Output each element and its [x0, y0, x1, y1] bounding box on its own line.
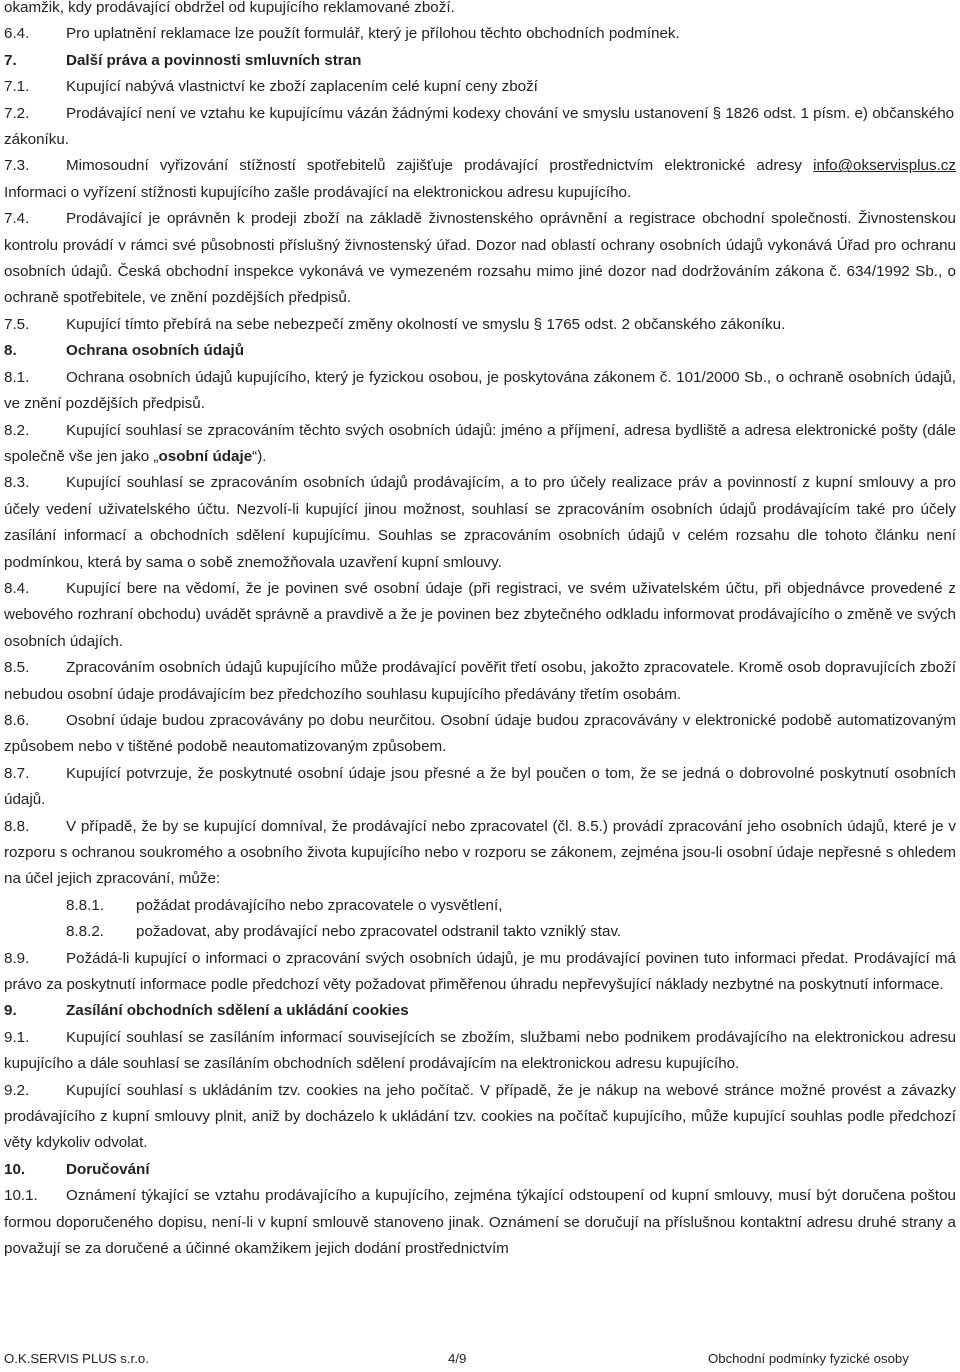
- clause-8-9: [4, 946, 956, 999]
- section-number: 8.: [4, 342, 17, 360]
- clause-number: 8.2.: [4, 421, 30, 439]
- clause-number: 10.1.: [4, 1187, 38, 1205]
- section-7-heading: [4, 48, 956, 74]
- clause-text: Oznámení týkající se vztahu prodávajícího a kupujícího, zejména týkající odstoupení od kupní smlouvy, musí být doručena poštou formou doporučeného dopisu, není-li v kupní smlouvě stanoveno jinak. Oznámení se doručují na příslušnou kontaktní adresu druhé strany a považují se za doručené a účinné okamžikem jejich dodání prostřednictvím: [4, 1187, 956, 1258]
- clause-text: požadovat, aby prodávající nebo zpracovatel odstranil takto vzniklý stav.: [136, 923, 622, 941]
- clause-text: Požádá-li kupující o informaci o zpracování svých osobních údajů, je mu prodávající povinen tuto informaci předat. Prodávající má právo za poskytnutí informace podle předchozí věty požadovat přiměřenou úhradu nepřevyšující náklady nezbytné na poskytnutí informace.: [4, 949, 956, 994]
- clause-text: Prodávající je oprávněn k prodeji zboží na základě živnostenského oprávnění a registrace obchodní společnosti. Živnostenskou kontrolu provádí v rámci své působnosti příslušný živnostenský úřad. Dozor nad oblastí ochrany osobních údajů vykonává Úřad pro ochranu osobních údajů. Česká obchodní inspekce vykonává ve vymezeném rozsahu mimo jiné dozor nad dodržováním zákona č. 634/1992 Sb., o ochraně spotřebitele, ve znění pozdějších předpisů.: [4, 210, 956, 307]
- clause-number: 8.6.: [4, 711, 30, 729]
- clause-number: 8.5.: [4, 659, 30, 677]
- clause-text: Kupující tímto přebírá na sebe nebezpečí změny okolností ve smyslu § 1765 odst. 2 občanského zákoníku.: [66, 315, 786, 333]
- footer-page-number: 4/9: [448, 1351, 467, 1366]
- clause-number: 8.8.: [4, 817, 30, 835]
- clause-number: 8.1.: [4, 368, 30, 386]
- clause-number: 9.2.: [4, 1081, 30, 1099]
- clause-text: Mimosoudní vyřizování stížností spotřebitelů zajišťuje prodávající prostřednictvím elektronické adresy: [66, 157, 803, 175]
- clause-number: 7.4.: [4, 210, 30, 228]
- clause-10-1: [4, 1183, 956, 1262]
- clause-text: Kupující souhlasí se zasíláním informací souvisejících se zbožím, službami nebo podnikem prodávajícího na elektronickou adresu kupujícího a dále souhlasí se zasíláním obchodních sdělení prodávajícím na elektronickou adresu kupujícího.: [4, 1028, 956, 1073]
- clause-text: Ochrana osobních údajů kupujícího, který je fyzickou osobou, je poskytována zákonem č. 101/2000 Sb., o ochraně osobních údajů, ve znění pozdějších předpisů.: [4, 368, 956, 413]
- clause-7-5: [4, 312, 956, 338]
- section-number: 10.: [4, 1160, 26, 1178]
- complaints-email-link[interactable]: info@okservisplus.cz: [813, 157, 956, 175]
- clause-8-7: [4, 761, 956, 814]
- section-number: 7.: [4, 51, 17, 69]
- clause-text-continued: Informaci o vyřízení stížnosti kupujícího zašle prodávající na elektronickou adresu kupujícího.: [4, 183, 632, 201]
- clause-8-1: [4, 365, 956, 418]
- clause-number: 9.1.: [4, 1028, 30, 1046]
- clause-text: požádat prodávajícího nebo zpracovatele o vysvětlení,: [136, 896, 503, 914]
- clause-number: 7.2.: [4, 104, 30, 122]
- footer-company: O.K.SERVIS PLUS s.r.o.: [4, 1351, 149, 1366]
- section-10-heading: [4, 1157, 956, 1183]
- clause-7-3: [4, 153, 956, 206]
- clause-number: 8.4.: [4, 579, 30, 597]
- clause-8-8: [4, 814, 956, 893]
- clause-number: 8.9.: [4, 949, 30, 967]
- document-body: [4, 0, 956, 1263]
- clause-8-5: [4, 655, 956, 708]
- clause-7-4: [4, 206, 956, 312]
- clause-text: Kupující souhlasí se zpracováním těchto svých osobních údajů: jméno a příjmení, adresa bydliště a adresa elektronické pošty (dále společně vše jen jako „: [4, 421, 956, 465]
- clause-8-8-2: [66, 919, 956, 945]
- section-number: 9.: [4, 1002, 17, 1020]
- clause-6-4: [4, 21, 956, 47]
- lead-paragraph: okamžik, kdy prodávající obdržel od kupujícího reklamované zboží.: [4, 0, 455, 16]
- clause-text: Kupující souhlasí se zpracováním osobních údajů prodávajícím, a to pro účely realizace práv a povinností z kupní smlouvy a pro účely vedení uživatelského účtu. Nezvolí-li kupující jinou možnost, souhlasí se zpracováním osobních údajů prodávajícím také pro účely zasílání informací a obchodních sdělení kupujícímu. Souhlas se zpracováním osobních údajů v celém rozsahu dle tohoto článku není podmínkou, která by sama o sobě znemožňovala uzavření kupní smlouvy.: [4, 474, 956, 571]
- clause-7-2: [4, 101, 956, 154]
- clause-number: 7.5.: [4, 315, 30, 333]
- clause-9-1: [4, 1025, 956, 1078]
- clause-text: Osobní údaje budou zpracovávány po dobu neurčitou. Osobní údaje budou zpracovávány v elektronické podobě automatizovaným způsobem nebo v tištěné podobě neautomatizovaným způsobem.: [4, 711, 956, 756]
- clause-8-8-1: [66, 893, 956, 919]
- clause-text: V případě, že by se kupující domníval, že prodávající nebo zpracovatel (čl. 8.5.) provádí zpracování jeho osobních údajů, které je v rozporu s ochranou soukromého a osobního života kupujícího nebo v rozporu se zákonem, zejména jsou-li osobní údaje nepřesné s ohledem na účel jejich zpracování, může:: [4, 817, 956, 888]
- clause-8-3: [4, 470, 956, 576]
- clause-8-6: [4, 708, 956, 761]
- clause-text: Zpracováním osobních údajů kupujícího může prodávající pověřit třetí osobu, jakožto zpracovatele. Kromě osob dopravujících zboží nebudou osobní údaje prodávajícím bez předchozího souhlasu kupujícího předávány třetím osobám.: [4, 659, 956, 703]
- clause-text: Kupující potvrzuje, že poskytnuté osobní údaje jsou přesné a že byl poučen o tom, že se jedná o dobrovolné poskytnutí osobních údajů.: [4, 764, 956, 809]
- section-9-heading: [4, 998, 956, 1024]
- section-title: Další práva a povinnosti smluvních stran: [66, 51, 362, 69]
- clause-8-4: [4, 576, 956, 655]
- clause-text: Pro uplatnění reklamace lze použít formulář, který je přílohou těchto obchodních podmínek.: [66, 25, 680, 43]
- footer-document-title: Obchodní podmínky fyzické osoby: [708, 1351, 909, 1366]
- section-title: Zasílání obchodních sdělení a ukládání cookies: [66, 1002, 409, 1020]
- defined-term: osobní údaje: [158, 447, 253, 465]
- section-8-heading: [4, 338, 956, 364]
- clause-text: Kupující bere na vědomí, že je povinen své osobní údaje (při registraci, ve svém uživatelském účtu, při objednávce provedené z webového rozhraní obchodu) uvádět správně a pravdivě a že je povinen bez zbytečného odkladu informovat prodávajícího o změně ve svých osobních údajích.: [4, 579, 956, 650]
- clause-text: Kupující nabývá vlastnictví ke zboží zaplacením celé kupní ceny zboží: [66, 78, 538, 96]
- section-title: Ochrana osobních údajů: [66, 342, 245, 360]
- clause-9-2: [4, 1078, 956, 1157]
- clause-text: Prodávající není ve vztahu ke kupujícímu vázán žádnými kodexy chování ve smyslu ustanovení § 1826 odst. 1 písm. e) občanského zákoníku.: [4, 104, 955, 149]
- clause-number: 8.7.: [4, 764, 30, 782]
- clause-text: Kupující souhlasí s ukládáním tzv. cookies na jeho počítač. V případě, že je nákup na webové stránce možné provést a závazky prodávajícího z kupní smlouvy plnit, aniž by docházelo k ukládání tzv. cookies na počítač kupujícího, může kupující souhlas podle předchozí věty kdykoliv odvolat.: [4, 1081, 956, 1152]
- clause-number: 8.8.1.: [66, 896, 104, 914]
- clause-number: 8.3.: [4, 474, 30, 492]
- clause-number: 6.4.: [4, 25, 30, 43]
- clause-text-end: “).: [252, 447, 267, 465]
- clause-number: 7.3.: [4, 157, 30, 175]
- section-title: Doručování: [66, 1160, 150, 1178]
- clause-8-2: [4, 418, 956, 471]
- clause-7-1: [4, 74, 956, 100]
- clause-number: 7.1.: [4, 78, 30, 96]
- clause-number: 8.8.2.: [66, 923, 104, 941]
